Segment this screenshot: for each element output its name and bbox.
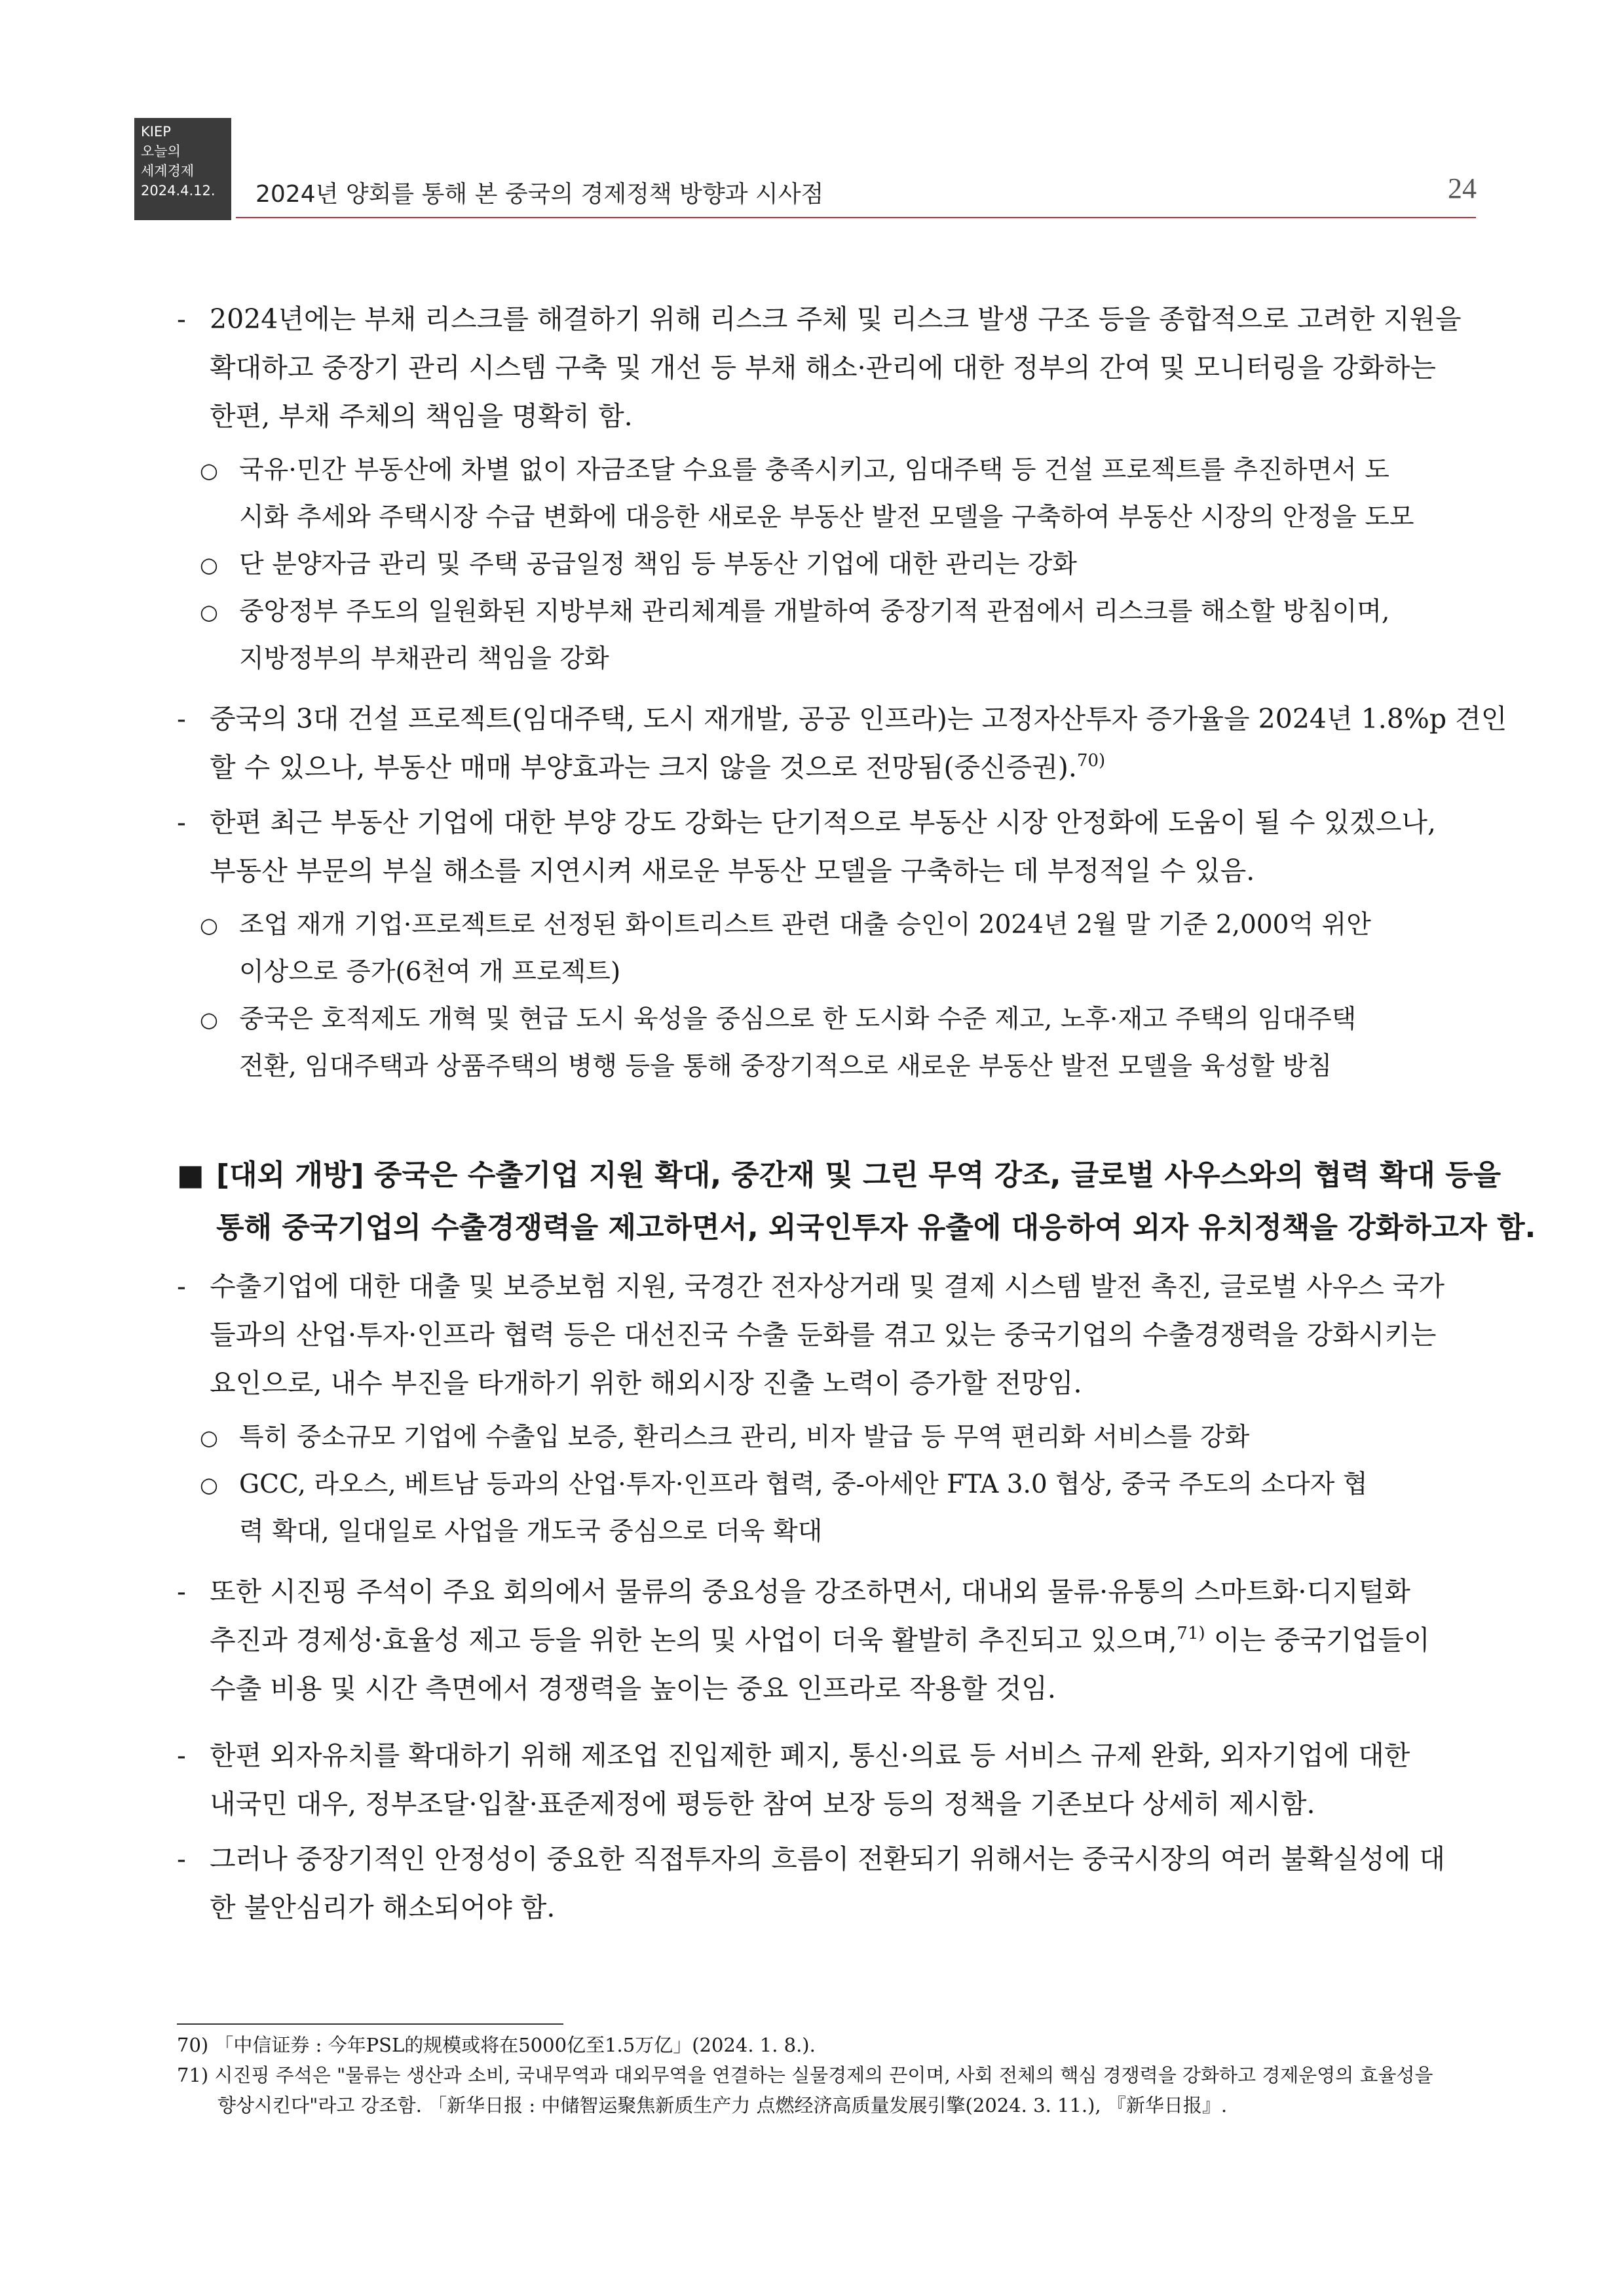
footnote-70: 70) 「中信证券 : 今年PSL的规模或将在5000亿至1.5万亿」(2024. 1. 8.).	[177, 2034, 816, 2056]
sub-bullet-local-debt	[177, 588, 1471, 683]
dash-marker: -	[177, 303, 186, 335]
bullet-debt-risk	[177, 295, 1471, 440]
text-line: 한 불안심리가 해소되어야 함.	[210, 1892, 556, 1923]
dash-marker: -	[177, 1843, 186, 1875]
text-line: 국유·민간 부동산에 차별 없이 자금조달 수요를 충족시키고, 임대주택 등 건설 프로젝트를 추진하면서 도	[239, 455, 1389, 485]
text-line: 지방정부의 부채관리 책임을 강화	[239, 644, 609, 674]
text-line: 부동산 부문의 부실 해소를 지연시켜 새로운 부동산 모델을 구축하는 데 부정적일 수 있음.	[210, 855, 1255, 887]
footnote-ref-70[interactable]: 70)	[1076, 751, 1106, 771]
circle-marker: ○	[200, 913, 218, 938]
bullet-export-support	[177, 1262, 1471, 1407]
document-body	[177, 295, 1536, 1938]
text-line: 특히 중소규모 기업에 수출입 보증, 환리스크 관리, 비자 발급 등 무역 편리화 서비스를 강화	[239, 1423, 1250, 1452]
footnote-divider	[177, 2023, 563, 2025]
header-divider	[236, 217, 1476, 218]
sub-bullet-urbanization	[177, 996, 1471, 1090]
text-line: 수출기업에 대한 대출 및 보증보험 지원, 국경간 전자상거래 및 결제 시스템 발전 촉진, 글로벌 사우스 국가	[210, 1271, 1445, 1302]
text-line: [대외 개방] 중국은 수출기업 지원 확대, 중간재 및 그린 무역 강조, 글로벌 사우스와의 협력 확대 등을	[216, 1158, 1501, 1192]
dash-marker: -	[177, 703, 186, 735]
bullet-foreign-investment	[177, 1731, 1471, 1828]
sub-bullet-real-estate-funding	[177, 447, 1471, 541]
text-line: 단 분양자금 관리 및 주택 공급일정 책임 등 부동산 기업에 대한 관리는 강화	[239, 550, 1077, 579]
bullet-logistics	[177, 1567, 1471, 1713]
text-line: 수출 비용 및 시간 측면에서 경쟁력을 높이는 중요 인프라로 작용할 것임.	[210, 1673, 1056, 1704]
text-line: 한편 최근 부동산 기업에 대한 부양 강도 강화는 단기적으로 부동산 시장 안정화에 도움이 될 수 있겠으나,	[210, 807, 1436, 838]
text-line: 통해 중국기업의 수출경쟁력을 제고하면서, 외국인투자 유출에 대응하여 외자 유치정책을 강화하고자 함.	[216, 1211, 1536, 1244]
text-segment: 이는 중국기업들이	[1205, 1624, 1430, 1656]
footnotes	[177, 2030, 1471, 2120]
publication-badge	[134, 118, 231, 220]
text-line: 요인으로, 내수 부진을 타개하기 위한 해외시장 진출 노력이 증가할 전망임.	[210, 1368, 1082, 1399]
footnote-ref-71[interactable]: 71)	[1177, 1624, 1205, 1643]
footnote-71-continued: 향상시킨다"라고 강조함. 「新华日报 : 中储智运聚焦新质生产力 点燃经济高质量发展引擎(2024. 3. 11.), 『新华日报』.	[217, 2094, 1228, 2116]
text-line: 이상으로 증가(6천여 개 프로젝트)	[239, 957, 621, 987]
text-line	[210, 743, 1471, 792]
text-line: 한편 외자유치를 확대하기 위해 제조업 진입제한 폐지, 통신·의료 등 서비스 규제 완화, 외자기업에 대한	[210, 1740, 1410, 1771]
text-line: 전환, 임대주택과 상품주택의 병행 등을 통해 중장기적으로 새로운 부동산 발전 모델을 육성할 방침	[239, 1052, 1332, 1081]
text-segment: 추진과 경제성·효율성 제고 등을 위한 논의 및 사업이 더욱 활발히 추진되고 있으며,	[210, 1624, 1177, 1656]
sub-bullet-developer-management	[177, 541, 1471, 588]
badge-publisher: KIEP	[141, 124, 171, 140]
bullet-uncertainty	[177, 1835, 1471, 1932]
dash-marker: -	[177, 1740, 186, 1771]
page-number: 24	[1448, 172, 1477, 204]
text-line: GCC, 라오스, 베트남 등과의 산업·투자·인프라 협력, 중-아세안 FTA 3.0 협상, 중국 주도의 소다자 협	[239, 1470, 1368, 1499]
text-line: 그러나 중장기적인 안정성이 중요한 직접투자의 흐름이 전환되기 위해서는 중국시장의 여러 불확실성에 대	[210, 1843, 1446, 1875]
text-line: 내국민 대우, 정부조달·입찰·표준제정에 평등한 참여 보장 등의 정책을 기존보다 상세히 제시함.	[210, 1788, 1315, 1820]
bullet-construction-projects	[177, 695, 1507, 792]
text-line: 중앙정부 주도의 일원화된 지방부채 관리체계를 개발하여 중장기적 관점에서 리스크를 해소할 방침이며,	[239, 597, 1390, 626]
text-line: 들과의 산업·투자·인프라 협력 등은 대선진국 수출 둔화를 겪고 있는 중국기업의 수출경쟁력을 강화시키는	[210, 1319, 1437, 1350]
text-line	[210, 1616, 1471, 1664]
text-line: 조업 재개 기업·프로젝트로 선정된 화이트리스트 관련 대출 승인이 2024년 2월 말 기준 2,000억 위안	[239, 910, 1371, 940]
circle-marker: ○	[200, 600, 218, 624]
badge-series-2: 세계경제	[141, 163, 195, 179]
bullet-developer-support	[177, 798, 1471, 895]
badge-date: 2024.4.12.	[141, 183, 216, 199]
footnote-71: 71) 시진핑 주석은 "물류는 생산과 소비, 국내무역과 대외무역을 연결하는 실물경제의 끈이며, 사회 전체의 핵심 경쟁력을 강화하고 경제운영의 효율성을	[177, 2064, 1433, 2086]
circle-marker: ○	[200, 1425, 218, 1450]
text-line: 력 확대, 일대일로 사업을 개도국 중심으로 더욱 확대	[239, 1517, 823, 1546]
text-line: 한편, 부채 주체의 책임을 명확히 함.	[210, 400, 633, 432]
text-line: 확대하고 중장기 관리 시스템 구축 및 개선 등 부채 해소·관리에 대한 정부의 간여 및 모니터링을 강화하는	[210, 352, 1436, 383]
circle-marker: ○	[200, 1007, 218, 1032]
square-marker: ■	[177, 1158, 204, 1192]
circle-marker: ○	[200, 552, 218, 577]
badge-series-1: 오늘의	[141, 144, 181, 159]
page-header-title: 2024년 양회를 통해 본 중국의 경제정책 방향과 시사점	[255, 181, 824, 208]
dash-marker: -	[177, 1271, 186, 1302]
text-line: 시화 추세와 주택시장 수급 변화에 대응한 새로운 부동산 발전 모델을 구축하여 부동산 시장의 안정을 도모	[239, 503, 1414, 532]
sub-bullet-whitelist-loans	[177, 902, 1471, 996]
sub-bullet-regional-cooperation	[177, 1461, 1471, 1556]
circle-marker: ○	[200, 458, 218, 483]
circle-marker: ○	[200, 1472, 218, 1497]
text-line: 중국의 3대 건설 프로젝트(임대주택, 도시 재개발, 공공 인프라)는 고정자산투자 증가율을 2024년 1.8%p 견인	[210, 703, 1507, 735]
text-line: 또한 시진핑 주석이 주요 회의에서 물류의 중요성을 강조하면서, 대내외 물류·유통의 스마트화·디지털화	[210, 1576, 1410, 1607]
dash-marker: -	[177, 1576, 186, 1607]
sub-bullet-sme-trade	[177, 1414, 1471, 1461]
text-line: 2024년에는 부채 리스크를 해결하기 위해 리스크 주체 및 리스크 발생 구조 등을 종합적으로 고려한 지원을	[210, 303, 1462, 335]
text-segment: 할 수 있으나, 부동산 매매 부양효과는 크지 않을 것으로 전망됨(중신증권).	[210, 752, 1077, 783]
section-heading-external-opening	[177, 1149, 1536, 1254]
dash-marker: -	[177, 807, 186, 838]
text-line: 중국은 호적제도 개혁 및 현급 도시 육성을 중심으로 한 도시화 수준 제고, 노후·재고 주택의 임대주택	[239, 1004, 1357, 1034]
